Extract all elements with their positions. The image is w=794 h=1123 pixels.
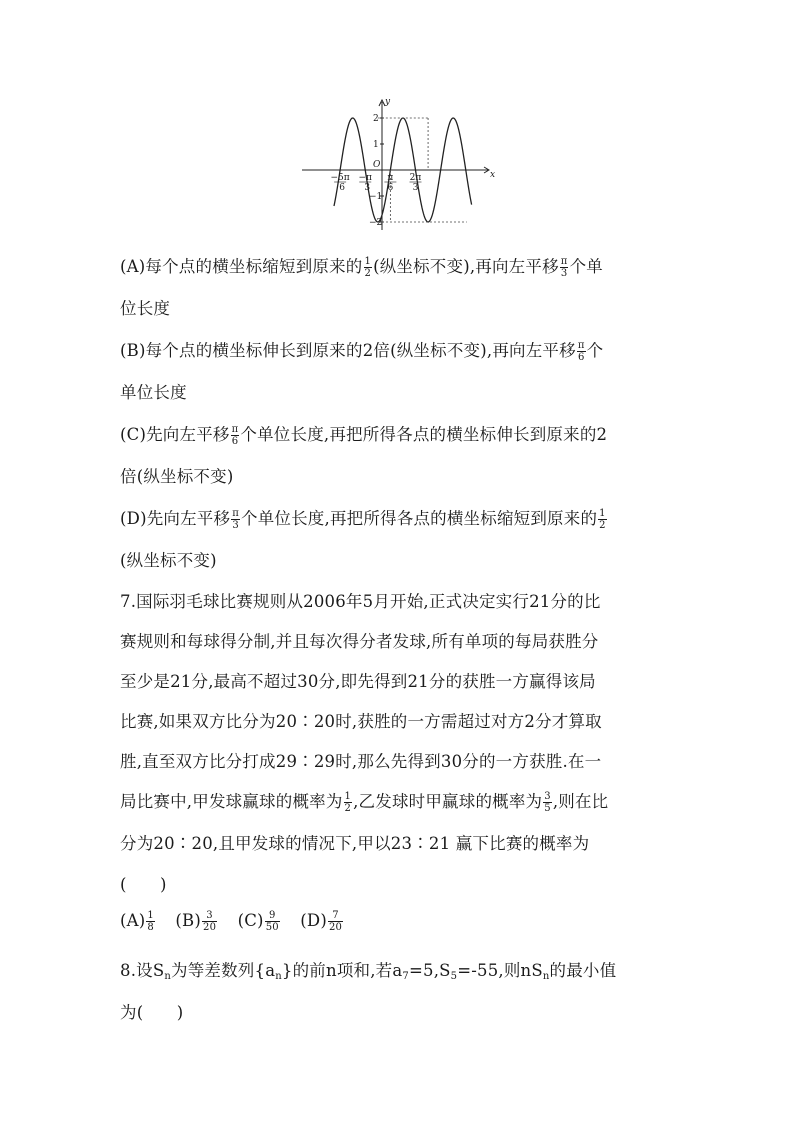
option-d-line1: (D)先向左平移 $\frac{\pi}{3}$ 个单位长度,再把所得各点的横坐标缩短到原来的 $\frac{1}{2}$ [120, 508, 606, 531]
q8-answer-blank: 为( ) [120, 1003, 184, 1022]
x-tick-denominator: 3 [364, 183, 371, 193]
choice-b: (B) $\frac{3}{20}$ [175, 910, 217, 933]
fraction: $\frac{1}{2}$ [364, 256, 372, 279]
option-c-line2: 倍(纵坐标不变) [120, 467, 234, 486]
option-d-line2: (纵坐标不变) [120, 551, 217, 570]
fraction: $\frac{\pi}{6}$ [231, 424, 239, 447]
choice-c: (C) $\frac{9}{50}$ [237, 910, 279, 933]
choice-a: (A) $\frac{1}{8}$ [120, 910, 154, 933]
y-tick-label: 2 [373, 114, 379, 124]
option-c-line1: (C)先向左平移 $\frac{\pi}{6}$ 个单位长度,再把所得各点的横坐标伸长到原来的2 [120, 424, 608, 447]
q7-line1: 7.国际羽毛球比赛规则从2006年5月开始,正式决定实行21分的比 [120, 592, 601, 611]
q7-answer-blank: ( ) [120, 875, 167, 894]
fraction: $\frac{\pi}{3}$ [232, 508, 239, 531]
y-tick-label: 1 [373, 140, 379, 150]
fraction: $\frac{3}{5}$ [544, 791, 551, 814]
x-tick-numerator: −5π [330, 173, 350, 183]
fraction: $\frac{1}{2}$ [344, 791, 352, 814]
fraction: $\frac{\pi}{6}$ [577, 340, 585, 363]
fraction: $\frac{\pi}{3}$ [560, 256, 568, 279]
option-a-line2: 位长度 [120, 299, 171, 318]
x-tick-numerator: π [387, 173, 394, 183]
x-tick-numerator: 2π [409, 173, 422, 183]
q7-line5: 胜,直至双方比分打成29∶29时,那么先得到30分的一方获胜.在一 [120, 752, 602, 771]
q7-line2: 赛规则和每球得分制,并且每次得分者发球,所有单项的每局获胜分 [120, 632, 599, 651]
q7-line3: 至少是21分,最高不超过30分,即先得到21分的获胜一方赢得该局 [120, 672, 596, 691]
option-b-line2: 单位长度 [120, 383, 187, 402]
x-tick-denominator: 3 [412, 183, 419, 193]
q7-line4: 比赛,如果双方比分为20∶20时,获胜的一方需超过对方2分才算取 [120, 712, 602, 731]
x-axis-label: x [490, 170, 496, 180]
y-tick-label: −2 [369, 218, 383, 228]
choice-d: (D) $\frac{7}{20}$ [300, 910, 343, 933]
y-tick-label: −1 [369, 192, 383, 202]
q7-line6: 局比赛中,甲发球赢球的概率为 $\frac{1}{2}$ ,乙发球时甲赢球的概率为 $\frac{3}{5}$ ,则在比 [120, 791, 609, 814]
x-tick-denominator: 6 [387, 183, 394, 193]
q8-line1: 8.设$S_n$为等差数列$\{a_n\}$的前n项和,若$a_7=5,S_5=-55$,则$nS_n$的最小值 [120, 961, 617, 982]
option-b-line1: (B)每个点的横坐标伸长到原来的2倍(纵坐标不变),再向左平移 $\frac{\pi}{6}$ 个 [120, 340, 604, 363]
x-tick-numerator: −π [358, 173, 372, 183]
sine-graph-figure [298, 96, 496, 236]
q7-line7: 分为20∶20,且甲发球的情况下,甲以23∶21 赢下比赛的概率为 [120, 834, 590, 853]
q7-choices [120, 910, 344, 933]
y-axis-label: y [385, 97, 391, 107]
x-tick-denominator: 6 [339, 183, 345, 193]
option-a-line1: (A)每个点的横坐标缩短到原来的 $\frac{1}{2}$ (纵坐标不变),再向左平移 $\frac{\pi}{3}$ 个单 [120, 256, 603, 279]
fraction: $\frac{1}{2}$ [599, 508, 606, 531]
origin-label: O [373, 160, 381, 170]
